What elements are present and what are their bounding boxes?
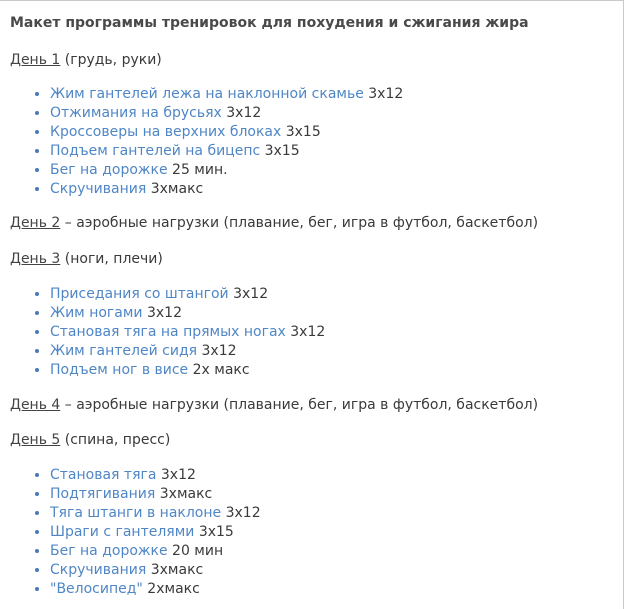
exercise-link[interactable]: Жим гантелей лежа на наклонной скамье (50, 86, 364, 102)
exercise-link[interactable]: Кроссоверы на верхних блоках (50, 124, 282, 140)
list-item (50, 123, 403, 142)
day-5-note: (спина, пресс) (60, 432, 171, 448)
list-item (50, 104, 403, 123)
exercise-reps: 20 мин (167, 543, 224, 559)
day-5-heading (10, 431, 170, 449)
exercise-reps: 3хмакс (146, 181, 204, 197)
list-item (50, 504, 261, 523)
exercise-reps: 3х12 (142, 305, 182, 321)
page-title: Макет программы тренировок для похудения и сжигания жира (10, 15, 529, 31)
exercise-reps: 3х12 (221, 105, 262, 121)
day-4-note: – аэробные нагрузки (плавание, бег, игра в футбол, баскетбол) (60, 397, 539, 413)
exercise-reps: 3х12 (285, 324, 326, 340)
exercise-link[interactable]: Бег на дорожке (50, 543, 168, 559)
list-item (50, 285, 325, 304)
exercise-link[interactable]: Скручивания (50, 181, 147, 197)
day-5-exercise-list (30, 466, 261, 599)
day-5-label: День 5 (10, 432, 61, 448)
exercise-link[interactable]: "Велосипед" (50, 581, 143, 597)
exercise-link[interactable]: Отжимания на брусьях (50, 105, 222, 121)
exercise-link[interactable]: Становая тяга (50, 467, 157, 483)
exercise-reps: 3х12 (156, 467, 196, 483)
exercise-link[interactable]: Шраги с гантелями (50, 524, 195, 540)
list-item (50, 542, 261, 561)
exercise-link[interactable]: Скручивания (50, 562, 147, 578)
exercise-reps: 3х15 (281, 124, 321, 140)
exercise-reps: 3х15 (260, 143, 300, 159)
exercise-link[interactable]: Бег на дорожке (50, 162, 168, 178)
exercise-reps: 3х15 (194, 524, 234, 540)
day-2-label: День 2 (10, 215, 61, 231)
list-item (50, 180, 403, 199)
list-item (50, 466, 261, 485)
exercise-reps: 3х12 (363, 86, 404, 102)
day-3-exercise-list (30, 285, 325, 380)
list-item (50, 485, 261, 504)
list-item (50, 142, 403, 161)
exercise-link[interactable]: Подъем ног в висе (50, 362, 189, 378)
list-item (50, 580, 261, 599)
list-item (50, 361, 325, 380)
exercise-link[interactable]: Жим ногами (50, 305, 143, 321)
list-item (50, 342, 325, 361)
list-item (50, 561, 261, 580)
exercise-reps: 3х12 (197, 343, 237, 359)
exercise-reps: 25 мин. (167, 162, 228, 178)
day-1-heading (10, 51, 162, 69)
day-3-note: (ноги, плечи) (60, 251, 163, 267)
day-1-note: (грудь, руки) (60, 52, 162, 68)
list-item (50, 85, 403, 104)
day-4-heading (10, 396, 538, 414)
exercise-reps: 2х макс (188, 362, 250, 378)
exercise-link[interactable]: Тяга штанги в наклоне (50, 505, 222, 521)
exercise-link[interactable]: Жим гантелей сидя (50, 343, 198, 359)
day-3-label: День 3 (10, 251, 61, 267)
exercise-reps: 3х12 (228, 286, 269, 302)
list-item (50, 523, 261, 542)
exercise-link[interactable]: Приседания со штангой (50, 286, 229, 302)
list-item (50, 161, 403, 180)
day-2-note: – аэробные нагрузки (плавание, бег, игра в футбол, баскетбол) (60, 215, 539, 231)
day-1-label: День 1 (10, 52, 61, 68)
list-item (50, 323, 325, 342)
exercise-reps: 3хмакс (146, 562, 204, 578)
exercise-reps: 3х12 (221, 505, 261, 521)
day-1-exercise-list (30, 85, 403, 199)
exercise-reps: 2хмакс (142, 581, 200, 597)
day-2-heading (10, 214, 538, 232)
day-4-label: День 4 (10, 397, 61, 413)
exercise-reps: 3хмакс (155, 486, 213, 502)
exercise-link[interactable]: Подтягивания (50, 486, 156, 502)
exercise-link[interactable]: Подъем гантелей на бицепс (50, 143, 261, 159)
day-3-heading (10, 250, 163, 268)
list-item (50, 304, 325, 323)
exercise-link[interactable]: Становая тяга на прямых ногах (50, 324, 286, 340)
